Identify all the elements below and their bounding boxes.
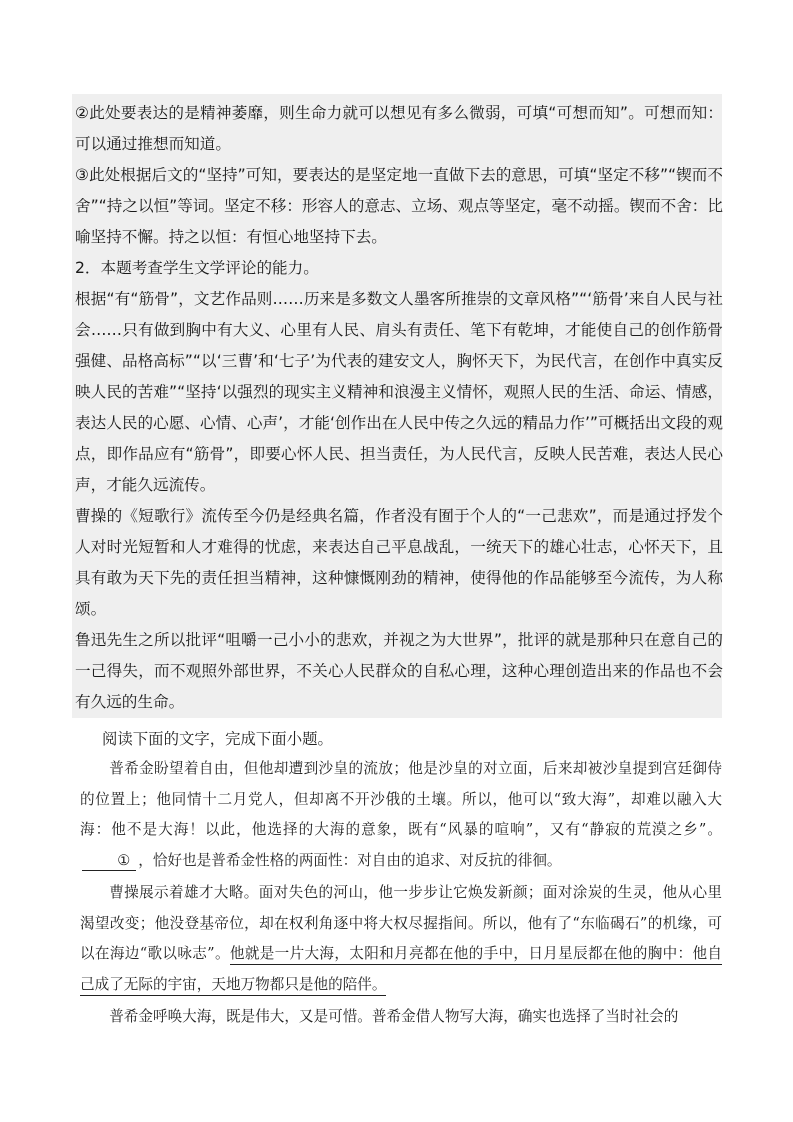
answer-luxun-paragraph: 鲁迅先生之所以批评“咀嚼一己小小的悲欢，并视之为大世界”，批评的就是那种只在意自己的一己得失，而不观照外部世界，不关心人民群众的自私心理，这种心理创造出来的作品也不会有久远的生命。 xyxy=(75,631,723,711)
reading-instruction: 阅读下面的文字，完成下面小题。 xyxy=(102,730,333,748)
underlined-sentence: 他就是一片大海，太阳和月亮都在他的手中，日月星辰都在他的胸中：他自己成了无际的宇宙，天地万物都只是他的陪伴。 xyxy=(80,945,722,996)
question-2-heading: 2．本题考查学生文学评论的能力。 xyxy=(75,259,319,277)
caocao-text-before: 曹操展示着雄才大略。面对失色的河山，他一步步让它焕发新颜；面对涂炭的生灵，他从心里渴望改变；他没登基帝位，却在权利角逐中将大权尽握指间。所以，他有了“东临碣石”的机缘，可以在海边“歌以咏志”。 xyxy=(80,884,722,962)
pushkin-text-before: 普希金盼望着自由，但他却遭到沙皇的流放；他是沙皇的对立面，后来却被沙皇提到宫廷御侍的位置上；他同情十二月党人，但却离不开沙俄的土壤。所以，他可以“致大海”，却难以融入大海：他不是大海！以此，他选择的大海的意象，既有“风暴的喧响”，又有“静寂的荒漠之乡”。 xyxy=(80,760,722,838)
reading-passage xyxy=(80,724,722,1033)
reading-paragraph-pushkin xyxy=(80,754,722,876)
reading-paragraph-caocao xyxy=(80,878,722,1000)
answer-explanation-text xyxy=(75,98,723,718)
reading-paragraph-pushkin-2: 普希金呼唤大海，既是伟大，又是可惜。普希金借人物写大海，确实也选择了当时社会的 xyxy=(109,1008,679,1025)
answer-analysis-paragraph: 根据“有“筋骨”，文艺作品则……历来是多数文人墨客所推崇的文章风格”“‘筋骨’来自人民与社会……只有做到胸中有大义、心里有人民、肩头有责任、笔下有乾坤，才能使自己的创作筋骨强健、品格高标”“以‘三曹’和‘七子’为代表的建安文人，胸怀天下，为民代言，在创作中真实反映人民的苦难”“坚持‘以强烈的现实主义精神和浪漫主义情怀，观照人民的生活、命运、情感，表达人民的心愿、心情、心声’，才能‘创作出在人民中传之久远的精品力作’”可概括出文段的观点，即作品应有“筋骨”，即要心怀人民、担当责任，为人民代言，反映人民苦难，表达人民心声，才能久远流传。 xyxy=(75,290,723,494)
answer-item-3: ③此处根据后文的“坚持”可知，要表达的是坚定地一直做下去的意思，可填“坚定不移”“锲而不舍”“持之以恒”等词。坚定不移：形容人的意志、立场、观点等坚定，毫不动摇。锲而不舍：比喻坚持不懈。持之以恒：有恒心地坚持下去。 xyxy=(75,166,723,246)
answer-item-2: ②此处要表达的是精神萎靡，则生命力就可以想见有多么微弱，可填“可想而知”。可想而知：可以通过推想而知道。 xyxy=(75,104,723,153)
answer-caocao-paragraph: 曹操的《短歌行》流传至今仍是经典名篇，作者没有囿于个人的“一己悲欢”，而是通过抒发个人对时光短暂和人才难得的忧虑，来表达自己平息战乱，一统天下的雄心壮志，心怀天下，且具有敢为天下先的责任担当精神，这种慷慨刚劲的精神，使得他的作品能够至今流传，为人称颂。 xyxy=(75,507,723,618)
blank-1: ① xyxy=(82,852,136,871)
pushkin-text-after: ，恰好也是普希金性格的两面性：对自由的追求、对反抗的徘徊。 xyxy=(138,851,562,869)
